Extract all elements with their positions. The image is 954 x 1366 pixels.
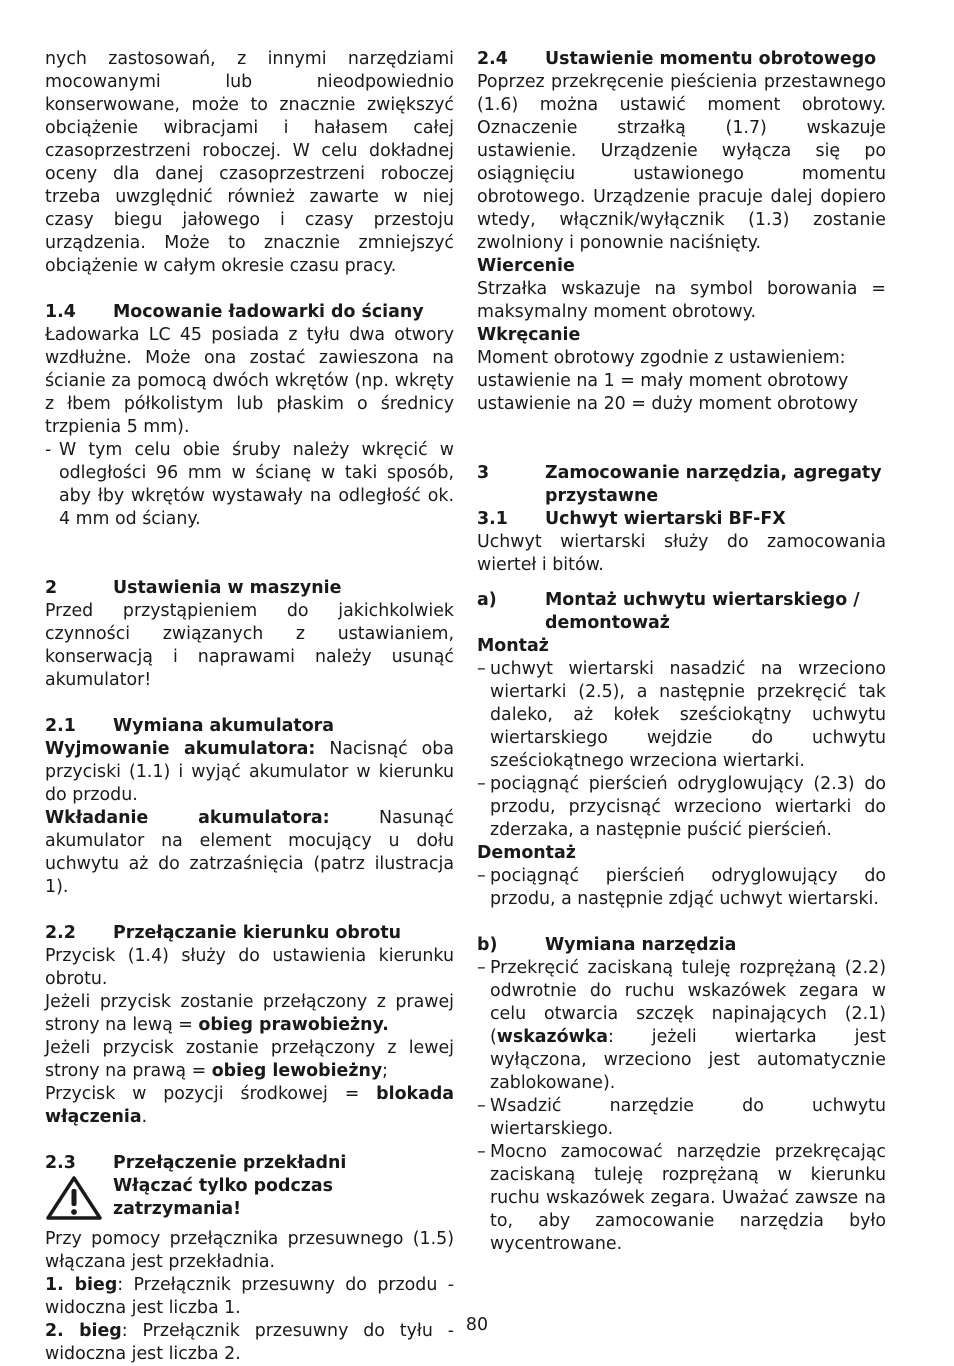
- section-1-4-body: Ładowarka LC 45 posiada z tyłu dwa otwory wzdłużne. Może ona zostać zawieszona na ścianie za pomocą dwóch wkrętów (np. wkręty z łbem półkolistym lub płaskim o średnicy trzpienia 5 mm).: [45, 325, 454, 437]
- section-3-1-heading: 3.1 Uchwyt wiertarski BF-FX: [477, 509, 786, 529]
- list-item: – Wsadzić narzędzie do uchwytu wiertarskiego.: [477, 1096, 886, 1139]
- chuck-paragraph: Uchwyt wiertarski służy do zamocowania wierteł i bitów.: [477, 532, 886, 575]
- section-2-body: Przed przystąpieniem do jakichkolwiek czynności związanych z ustawianiem, konserwacją i naprawami należy usunąć akumulator!: [45, 601, 454, 690]
- section-2-1-heading: 2.1 Wymiana akumulatora: [45, 716, 334, 736]
- direction-paragraph-3: Jeżeli przycisk zostanie przełączony z lewej strony na prawą = obieg lewobieżny;: [45, 1038, 454, 1081]
- dismounting-heading: Demontaż: [477, 843, 576, 863]
- section-2-2-heading: 2.2 Przełączanie kierunku obrotu: [45, 923, 402, 943]
- direction-paragraph-2: Jeżeli przycisk zostanie przełączony z prawej strony na lewą = obieg prawobieżny.: [45, 992, 454, 1035]
- list-item: – pociągnąć pierścień odryglowujący (2.3) do przodu, przycisnąć wrzeciono wiertarki do zderzaka, a następnie puścić pierścień.: [477, 774, 886, 840]
- screwing-line-2: ustawienie na 1 = mały moment obrotowy: [477, 371, 849, 391]
- mounting-heading: Montaż: [477, 636, 549, 656]
- warning-notice: [45, 1175, 454, 1228]
- section-b-heading: b) Wymiana narzędzia: [477, 935, 737, 955]
- page-number: 80: [465, 1315, 489, 1335]
- drilling-paragraph: Strzałka wskazuje na symbol borowania = maksymalny moment obrotowy.: [477, 279, 886, 322]
- gear-1-paragraph: 1. bieg: Przełącznik przesuwny do przodu - widoczna jest liczba 1.: [45, 1275, 454, 1318]
- section-2-3-heading: 2.3 Przełączenie przekładni: [45, 1153, 347, 1173]
- gear-2-paragraph: 2. bieg: Przełącznik przesuwny do tyłu - widoczna jest liczba 2.: [45, 1321, 454, 1364]
- warning-text: Włączać tylko podczas zatrzymania!: [113, 1176, 333, 1219]
- intro-paragraph: nych zastosowań, z innymi narzędziami mocowanymi lub nieodpowiednio konserwowane, może to znacznie zwiększyć obciążenie wibracjami i hałasem całej czasoprzestrzeni roboczej. W celu dokładnej oceny dla danej czasoprzestrzeni roboczej trzeba uwzględnić również zawarte w niej czasy biegu jałowego i czasy przestoju urządzenia. Może to znacznie zmniejszyć obciążenie w całym okresie czasu pracy.: [45, 49, 454, 276]
- battery-remove-paragraph: Wyjmowanie akumulatora: Nacisnąć oba przyciski (1.1) i wyjąć akumulator w kierunku do przodu.: [45, 739, 454, 805]
- screwing-line-3: ustawienie na 20 = duży moment obrotowy: [477, 394, 859, 414]
- section-1-4-heading: 1.4 Mocowanie ładowarki do ściany: [45, 302, 424, 322]
- list-item: – pociągnąć pierścień odryglowujący do przodu, a następnie zdjąć uchwyt wiertarski.: [477, 866, 886, 909]
- section-a-heading: a) Montaż uchwytu wiertarskiego / demontoważ: [477, 590, 860, 633]
- torque-paragraph: Poprzez przekręcenie pieścienia przestawnego (1.6) można ustawić moment obrotowy. Oznaczenie strzałką (1.7) wskazuje ustawienie. Urządzenie wyłącza się po osiągnięciu ustawionego momentu obrotowego. Urządzenie pracuje dalej dopiero wtedy, włącznik/wyłącznik (1.3) zostanie zwolniony i ponownie naciśnięty.: [477, 72, 886, 253]
- drilling-heading: Wiercenie: [477, 256, 575, 276]
- direction-paragraph-1: Przycisk (1.4) służy do ustawienia kierunku obrotu.: [45, 946, 454, 989]
- screwing-heading: Wkręcanie: [477, 325, 581, 345]
- section-2-4-heading: 2.4 Ustawienie momentu obrotowego: [477, 49, 877, 69]
- list-item: - W tym celu obie śruby należy wkręcić w odległości 96 mm w ścianę w taki sposób, aby łby wkrętów wystawały na odległość ok. 4 mm od ściany.: [45, 440, 454, 529]
- section-2-heading: 2 Ustawienia w maszynie: [45, 578, 342, 598]
- warning-triangle-icon: [45, 1175, 113, 1228]
- battery-insert-paragraph: Wkładanie akumulatora: Nasunąć akumulator na element mocujący u dołu uchwytu aż do zatrzaśnięcia (patrz ilustracja 1).: [45, 808, 454, 897]
- list-item: – Mocno zamocować narzędzie przekręcając zaciskaną tuleję rozprężaną w kierunku ruchu wskazówek zegara. Uważać zawsze na to, aby zamocowanie narzędzia było wycentrowane.: [477, 1142, 886, 1254]
- screwing-line-1: Moment obrotowy zgodnie z ustawieniem:: [477, 348, 846, 368]
- left-column: [45, 48, 454, 1366]
- direction-paragraph-4: Przycisk w pozycji środkowej = blokada włączenia.: [45, 1084, 454, 1127]
- section-3-heading: 3 Zamocowanie narzędzia, agregaty przystawne: [477, 463, 882, 506]
- list-item: – Przekręcić zaciskaną tuleję rozprężaną (2.2) odwrotnie do ruchu wskazówek zegara w celu otwarcia szczęk napinających (2.1) (wskazówka: jeżeli wiertarka jest wyłączona, wrzeciono jest automatycznie zablokowane).: [477, 958, 886, 1093]
- right-column: [477, 48, 886, 1256]
- list-item: – uchwyt wiertarski nasadzić na wrzeciono wiertarki (2.5), a następnie przekręcić tak daleko, aż kołek sześciokątny uchwytu wiertarskiego wejdzie do uchwytu sześciokątnego wrzeciona wiertarki.: [477, 659, 886, 771]
- gear-paragraph: Przy pomocy przełącznika przesuwnego (1.5) włączana jest przekładnia.: [45, 1229, 454, 1272]
